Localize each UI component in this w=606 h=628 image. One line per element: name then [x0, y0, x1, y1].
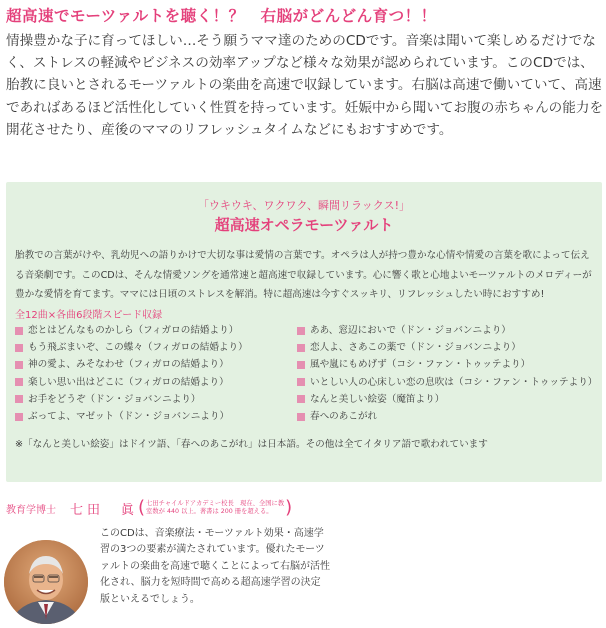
track-item [15, 356, 300, 373]
language-note: ※「なんと美しい絵姿」はドイツ語、「春へのあこがれ」は日本語。その他は全てイタリア語で歌われています [15, 439, 488, 450]
author-title: 教育学博士 [6, 504, 56, 516]
track-item [15, 391, 300, 408]
track-item [15, 322, 300, 339]
track-item [15, 339, 300, 356]
track-title: いとしい人の心床しい恋の息吹は（コシ・ファン・トゥッテより） [310, 376, 598, 388]
track-title: ぶってよ、マゼット（ドン・ジョバンニより） [28, 410, 230, 422]
track-title: もう飛ぶまいぞ、この蝶々（フィガロの結婚より） [28, 342, 248, 354]
tracklist-right [297, 322, 597, 425]
credential-line: 室数が 440 以上。著書は 200 冊を超える。 [146, 508, 273, 515]
track-item [297, 374, 597, 391]
author-photo [4, 540, 88, 624]
headline: 超高速でモーツァルトを聴く！？ 右脳がどんどん育つ！！ [6, 7, 437, 25]
author-name: 七田 眞 [70, 502, 139, 518]
square-bullet-icon [15, 413, 23, 421]
square-bullet-icon [15, 361, 23, 369]
track-item [297, 339, 597, 356]
track-item [15, 374, 300, 391]
square-bullet-icon [297, 344, 305, 352]
portrait-illustration [4, 540, 88, 624]
square-bullet-icon [15, 395, 23, 403]
square-bullet-icon [15, 327, 23, 335]
track-title: なんと美しい絵姿（魔笛より） [310, 393, 445, 405]
square-bullet-icon [297, 395, 305, 403]
square-bullet-icon [15, 378, 23, 386]
track-title: 恋人よ、さあこの薬で（ドン・ジョバンニより） [310, 342, 521, 354]
track-item [297, 322, 597, 339]
track-title: お手をどうぞ（ドン・ジョバンニより） [28, 393, 201, 405]
tracklist-heading: 全12曲×各曲6段階スピード収録 [15, 310, 163, 321]
track-item [297, 408, 597, 425]
track-title: 恋とはどんなものかしら（フィガロの結婚より） [28, 325, 239, 336]
open-paren-icon: ( [138, 497, 146, 518]
product-info-box [6, 182, 602, 482]
product-title: 超高速オペラモーツァルト [214, 216, 394, 234]
track-title: 神の愛よ、みそなわせ（フィガロの結婚より） [28, 359, 229, 371]
track-item [297, 356, 597, 373]
square-bullet-icon [15, 344, 23, 352]
track-title: ああ、窓辺においで（ドン・ジョバンニより） [310, 325, 511, 336]
product-description: 胎教での言葉がけや、乳幼児への語りかけで大切な事は愛情の言葉です。オペラは人が持つ豊かな心情や情愛の言葉を歌によって伝える音楽劇です。このCDは、そんな情愛ソングを通常速と超高速で収録しています。心に響く歌と心地よいモーツァルトのメロディーが豊かな愛情を育てます。ママには日頃のストレスを解消。特に超高速は今すぐスッキリ、リフレッシュしたい時におすすめ! [15, 250, 592, 300]
track-title: 楽しい思い出はどこに（フィガロの結婚より） [28, 376, 229, 388]
author-profile [6, 496, 292, 520]
track-title: 春へのあこがれ [310, 410, 378, 422]
author-comment: このCDは、音楽療法・モーツァルト効果・高速学習の3つの要素が満たされています。優れたモーツァルトの楽曲を高速で聴くことによって右脳が活性化され、脳力を短時間で高める超高速学習の決定版といえるでしょう。 [100, 528, 330, 605]
track-item [15, 408, 300, 425]
credential-line: 七田チャイルドアカデミー校長 現在、全国に教 [146, 499, 285, 507]
tracklist-left [15, 322, 300, 425]
catchphrase: 「ウキウキ、ワクワク、瞬間リラックス!」 [197, 199, 411, 212]
close-paren-icon: ) [285, 497, 293, 518]
track-item [297, 391, 597, 408]
square-bullet-icon [297, 327, 305, 335]
track-title: 風や嵐にもめげず（コシ・ファン・トゥッテより） [310, 359, 531, 371]
square-bullet-icon [297, 378, 305, 386]
square-bullet-icon [297, 361, 305, 369]
intro-paragraph: 情操豊かな子に育ってほしい…そう願うママ達のためのCDです。音楽は聞いて楽しめるだけでなく、ストレスの軽減やビジネスの効率アップなど様々な効果が認められています。このCDでは、胎教に良いとされるモーツァルトの楽曲を高速で収録しています。右脳は高速で働いていて、高速であればあるほど活性化していく性質を持っています。妊娠中から聞いてお腹の赤ちゃんの能力を開花させたり、産後のママのリフレッシュタイムなどにもおすすめです。 [6, 33, 604, 138]
author-credentials [146, 500, 284, 517]
square-bullet-icon [297, 413, 305, 421]
